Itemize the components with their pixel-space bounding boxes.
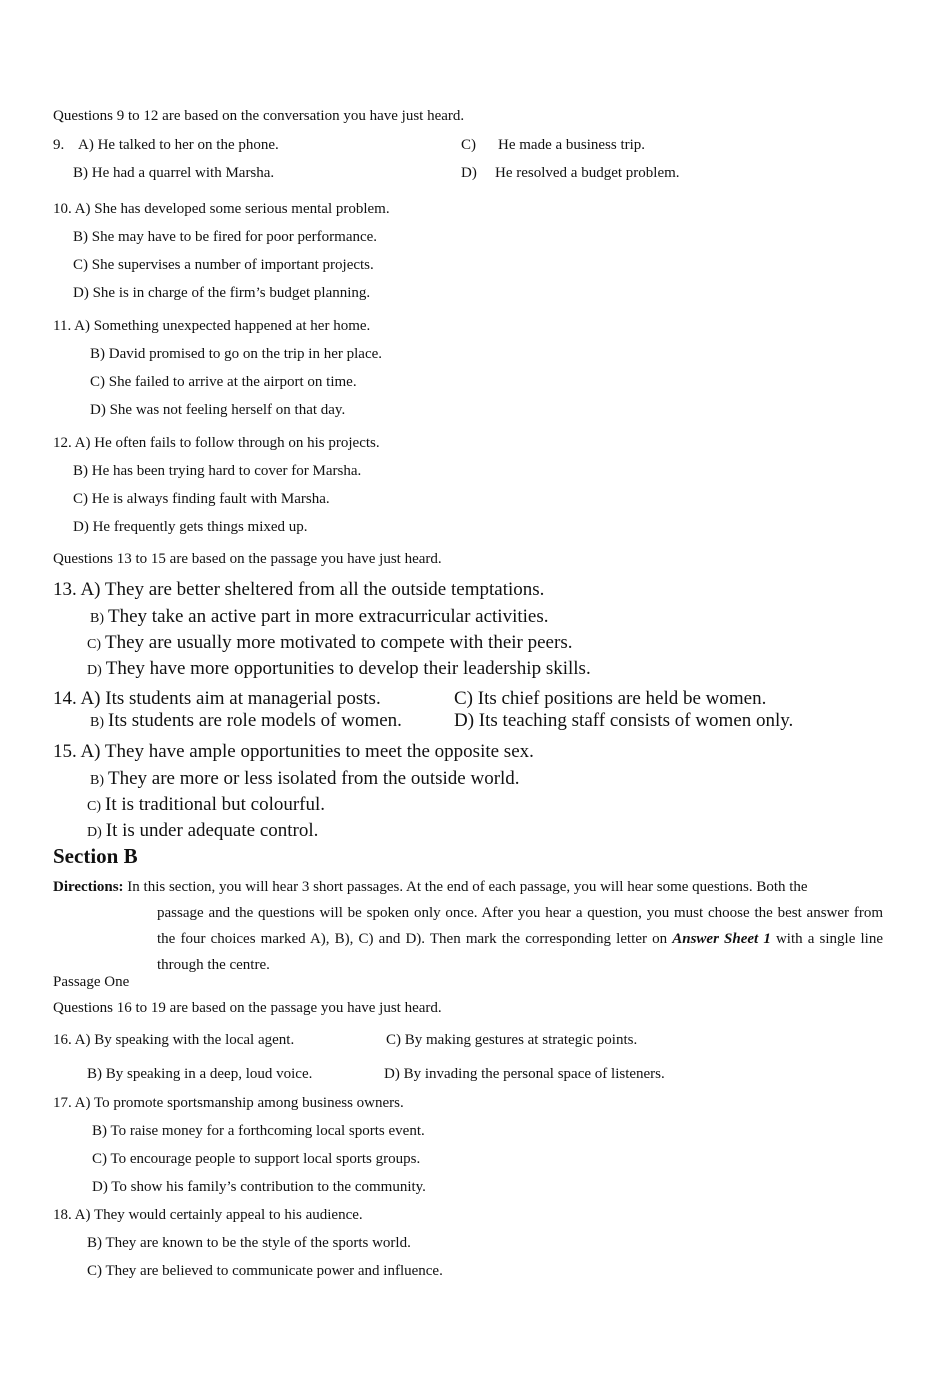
q15-option-b: [90, 768, 520, 790]
intro-9-12: Questions 9 to 12 are based on the conversation you have just heard.: [53, 108, 465, 124]
q13-option-c-label: C): [87, 637, 101, 652]
answer-sheet-reference: Answer Sheet 1: [672, 931, 771, 947]
q18-option-a: 18. A) They would certainly appeal to his audience.: [53, 1207, 363, 1223]
q15-option-c-label: C): [87, 799, 101, 814]
q11-option-a: 11. A) Something unexpected happened at her home.: [53, 318, 371, 334]
q9-option-d: He resolved a budget problem.: [495, 165, 680, 181]
q16-option-c: C) By making gestures at strategic points.: [386, 1032, 638, 1048]
q15-option-b-label: B): [90, 773, 104, 788]
q13-option-c: [87, 632, 572, 654]
q15-option-c-text: It is traditional but colourful.: [105, 794, 326, 815]
q10-option-b: B) She may have to be fired for poor performance.: [73, 229, 378, 245]
q12-option-d: D) He frequently gets things mixed up.: [73, 519, 308, 535]
q14-option-b-label: B): [90, 715, 104, 730]
q9-option-c-label: C): [461, 137, 476, 153]
q17-option-a: 17. A) To promote sportsmanship among business owners.: [53, 1095, 404, 1111]
q17-option-d: D) To show his family’s contribution to the community.: [92, 1179, 426, 1195]
directions: [53, 874, 883, 978]
q12-option-c: C) He is always finding fault with Marsha.: [73, 491, 330, 507]
intro-13-15: Questions 13 to 15 are based on the passage you have just heard.: [53, 551, 442, 567]
directions-rest-b: with a single line through the centre.: [157, 931, 883, 973]
q9-number: 9.: [53, 137, 65, 153]
q12-option-b: B) He has been trying hard to cover for Marsha.: [73, 463, 362, 479]
q13-option-c-text: They are usually more motivated to compete with their peers.: [105, 632, 573, 653]
intro-16-19: Questions 16 to 19 are based on the passage you have just heard.: [53, 1000, 442, 1016]
q9-option-c: He made a business trip.: [498, 137, 646, 153]
q13-option-d: [87, 658, 591, 680]
q14-option-a: 14. A) Its students aim at managerial posts.: [53, 688, 381, 709]
q15-option-d-text: It is under adequate control.: [105, 820, 319, 841]
q11-option-c: C) She failed to arrive at the airport on time.: [90, 374, 357, 390]
q15-option-d: [87, 820, 318, 842]
q15-option-c: [87, 794, 325, 816]
q17-option-b: B) To raise money for a forthcoming local sports event.: [92, 1123, 425, 1139]
q16-option-d: D) By invading the personal space of listeners.: [384, 1066, 665, 1082]
q14-option-c: C) Its chief positions are held be women.: [454, 688, 767, 709]
q15-option-a: 15. A) They have ample opportunities to meet the opposite sex.: [53, 741, 534, 762]
directions-line1: In this section, you will hear 3 short passages. At the end of each passage, you will hear some questions. Both the: [127, 879, 808, 895]
q10-option-a: 10. A) She has developed some serious mental problem.: [53, 201, 390, 217]
passage-one-label: Passage One: [53, 974, 130, 990]
directions-label: Directions:: [53, 879, 124, 895]
q17-option-c: C) To encourage people to support local sports groups.: [92, 1151, 421, 1167]
q18-option-c: C) They are believed to communicate power and influence.: [87, 1263, 443, 1279]
q12-option-a: 12. A) He often fails to follow through on his projects.: [53, 435, 380, 451]
q10-option-c: C) She supervises a number of important projects.: [73, 257, 374, 273]
q14-option-b: [90, 710, 402, 732]
q14-option-d: D) Its teaching staff consists of women only.: [454, 710, 794, 731]
q10-option-d: D) She is in charge of the firm’s budget planning.: [73, 285, 371, 301]
directions-first-line: [53, 879, 808, 895]
directions-rest-a: passage and the questions will be spoken only once. After you hear a question, you must choose the best answer from the four choices marked A), B), C) and D). Then mark the corresponding letter on: [157, 905, 883, 947]
q13-option-b-text: They take an active part in more extracurricular activities.: [108, 606, 549, 627]
section-b-heading: Section B: [53, 844, 138, 868]
q14-option-b-text: Its students are role models of women.: [108, 710, 402, 731]
q13-option-b-label: B): [90, 611, 104, 626]
q9-option-b: B) He had a quarrel with Marsha.: [73, 165, 275, 181]
q15-option-d-label: D): [87, 825, 102, 840]
q13-option-a: 13. A) They are better sheltered from all the outside temptations.: [53, 579, 545, 600]
q15-option-b-text: They are more or less isolated from the outside world.: [108, 768, 520, 789]
q16-option-a: 16. A) By speaking with the local agent.: [53, 1032, 295, 1048]
q13-option-b: [90, 606, 548, 628]
q11-option-b: B) David promised to go on the trip in her place.: [90, 346, 383, 362]
q13-option-d-label: D): [87, 663, 102, 678]
q16-option-b: B) By speaking in a deep, loud voice.: [87, 1066, 313, 1082]
q9-option-a: A) He talked to her on the phone.: [78, 137, 279, 153]
q11-option-d: D) She was not feeling herself on that day.: [90, 402, 346, 418]
directions-continuation: [53, 900, 883, 978]
q9-option-d-label: D): [461, 165, 477, 181]
q13-option-d-text: They have more opportunities to develop their leadership skills.: [105, 658, 591, 679]
q18-option-b: B) They are known to be the style of the sports world.: [87, 1235, 411, 1251]
